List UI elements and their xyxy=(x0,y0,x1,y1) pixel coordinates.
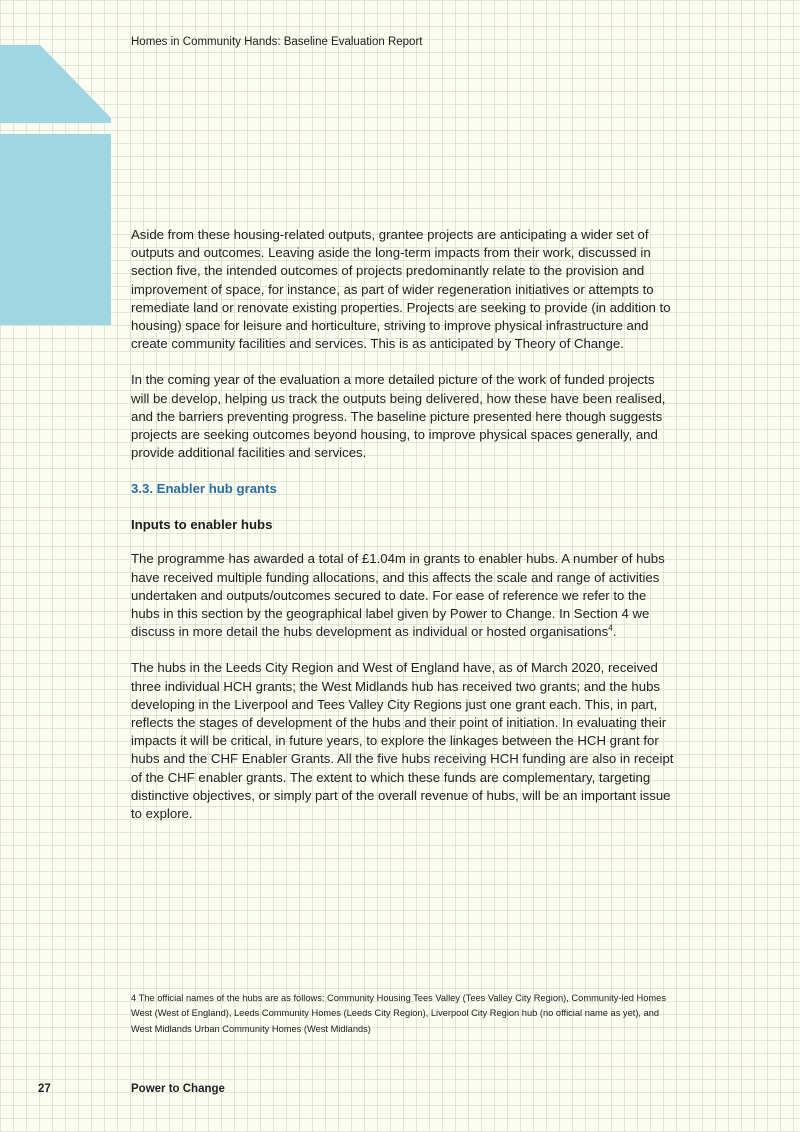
paragraph-coming-year: In the coming year of the evaluation a more detailed picture of the work of funded projects will be develop, helping us track the outputs being delivered, how these have been realised, and the barriers preventing progress. The baseline picture presented here though suggests projects are seeking outcomes beyond housing, to improve physical spaces generally, and provide additional facilities and services. xyxy=(131,372,666,461)
subheading-inputs-to-enabler-hubs: Inputs to enabler hubs xyxy=(131,517,273,533)
page-number: 27 xyxy=(38,1083,51,1095)
paragraph-programme-grants-end: . xyxy=(612,624,617,640)
house-roof-decoration xyxy=(0,45,111,123)
footer-organisation: Power to Change xyxy=(131,1083,225,1095)
paragraph-programme-grants xyxy=(131,550,676,641)
house-body-decoration xyxy=(0,134,111,325)
section-heading-enabler-hub-grants: 3.3. Enabler hub grants xyxy=(131,481,277,497)
main-content xyxy=(131,226,676,841)
paragraph-programme-grants-text: The programme has awarded a total of £1.04m in grants to enabler hubs. A number of hubs have received multiple funding allocations, and this affects the scale and range of activities undertaken and outputs/outcomes secured to date. For ease of reference we refer to the hubs in this section by the geographical label given by Power to Change. In Section 4 we discuss in more detail the hubs development as individual or hosted organisations xyxy=(131,551,665,640)
running-header: Homes in Community Hands: Baseline Evaluation Report xyxy=(131,36,423,48)
footnote: 4 The official names of the hubs are as follows: Community Housing Tees Valley (Tees Valley City Region), Community-led Homes West (West of England), Leeds Community Homes (Leeds City Region), Liverpool City Region hub (no official name as yet), and West Midlands Urban Community Homes (West Midlands) xyxy=(131,993,666,1034)
footnote-reference[interactable]: 4 xyxy=(608,623,613,633)
paragraph-hub-grants-detail: The hubs in the Leeds City Region and West of England have, as of March 2020, received three individual HCH grants; the West Midlands hub has received two grants; and the hubs developing in the Liverpool and Tees Valley City Regions just one grant each. This, in part, reflects the stages of development of the hubs and their point of initiation. In evaluating their impacts it will be critical, in future years, to explore the linkages between the HCH grant for hubs and the CHF Enabler Grants. All the five hubs receiving HCH funding are also in receipt of the CHF enabler grants. The extent to which these funds are complementary, targeting distinctive objectives, or simply part of the overall revenue of hubs, will be an important issue to explore. xyxy=(131,660,674,822)
paragraph-outputs-outcomes: Aside from these housing-related outputs, grantee projects are anticipating a wider set of outputs and outcomes. Leaving aside the long-term impacts from their work, discussed in section five, the intended outcomes of projects predominantly relate to the provision and improvement of space, for instance, as part of wider regeneration initiatives or attempts to remediate land or renovate existing properties. Projects are seeking to provide (in addition to housing) space for leisure and horticulture, striving to improve physical infrastructure and create community facilities and services. This is as anticipated by Theory of Change. xyxy=(131,227,671,352)
